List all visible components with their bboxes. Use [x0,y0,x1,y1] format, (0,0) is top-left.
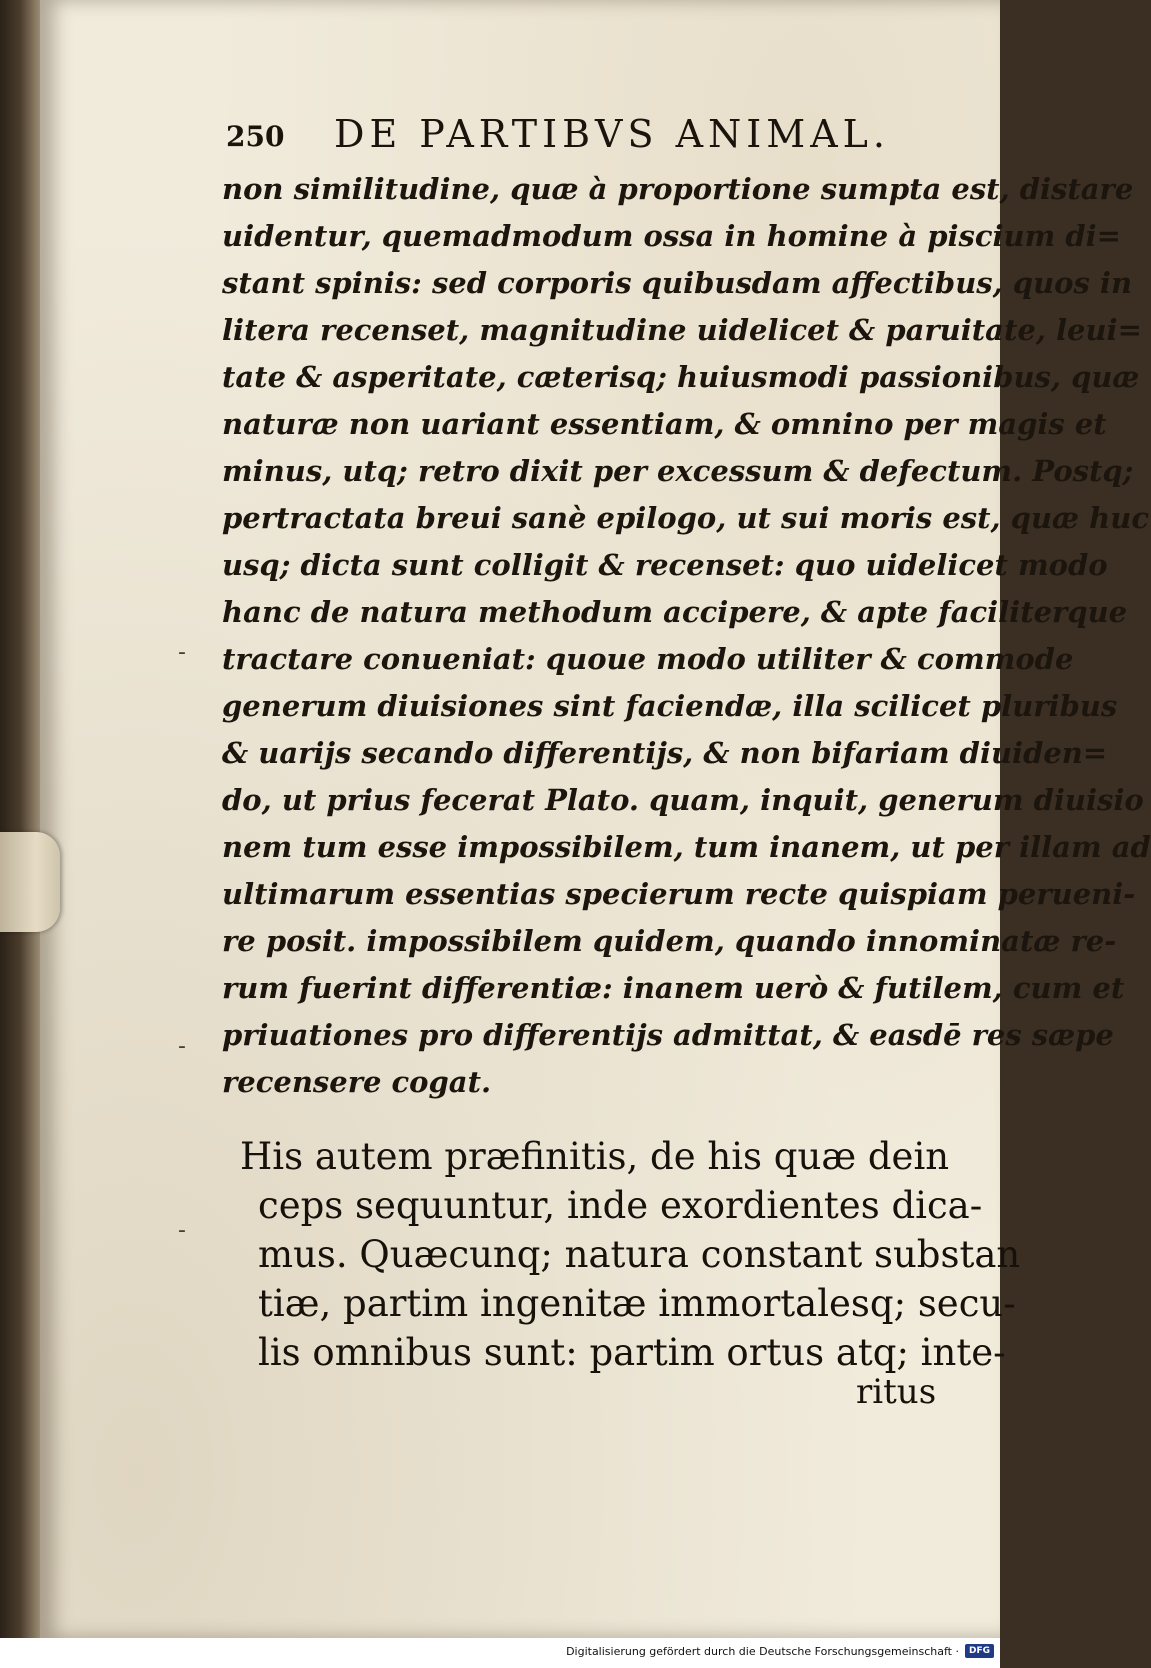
commentary-line: do, ut prius fecerat Plato. quam, inquit, generum diuisio [222,783,1144,817]
commentary-line: ultimarum essentias specierum recte quispiam perueni- [222,877,1136,911]
dfg-logo: DFG [965,1644,994,1658]
commentary-line: generum diuisiones sint faciendæ, illa scilicet pluribus [222,689,1118,723]
funding-notice-text: Digitalisierung gefördert durch die Deutsche Forschungsgemeinschaft · [566,1644,959,1658]
page-header [226,108,926,158]
commentary-line: uidentur, quemadmodum ossa in homine à piscium di= [222,219,1121,253]
funding-notice [566,1644,994,1658]
text-line: ceps sequuntur, inde exordientes dica- [258,1184,983,1227]
text-line: His autem præfinitis, de his quæ dein [240,1135,950,1178]
text-line: lis omnibus sunt: partim ortus atq; inte- [258,1331,1006,1374]
main-text-block [240,1132,1021,1377]
catchword: ritus [856,1372,937,1412]
commentary-line: recensere cogat. [222,1065,492,1099]
commentary-line: minus, utq; retro dixit per excessum & defectum. Postq; [222,454,1134,488]
margin-mark: - [178,640,186,665]
commentary-line: tate & asperitate, cæterisq; huiusmodi passionibus, quæ [222,360,1140,394]
commentary-block [222,166,1151,1106]
commentary-line: usq; dicta sunt colligit & recenset: quo uidelicet modo [222,548,1108,582]
page-number: 250 [226,120,285,153]
commentary-line: rum fuerint differentiæ: inanem uerò & futilem, cum et [222,971,1125,1005]
margin-mark: - [178,1034,186,1059]
commentary-line: litera recenset, magnitudine uidelicet & paruitate, leui= [222,313,1142,347]
commentary-line: pertractata breui sanè epilogo, ut sui moris est, quæ huc [222,501,1149,535]
commentary-line: tractare conueniat: quoue modo utiliter & commode [222,642,1074,676]
commentary-line: hanc de natura methodum accipere, & apte faciliterque [222,595,1128,629]
commentary-line: re posit. impossibilem quidem, quando innominatæ re- [222,924,1117,958]
commentary-line: non similitudine, quæ à proportione sumpta est, distare [222,172,1134,206]
text-line: mus. Quæcunq; natura constant substan [258,1233,1021,1276]
commentary-line: nem tum esse impossibilem, tum inanem, ut per illam ad [222,830,1151,864]
page-clip [0,832,60,932]
running-title: DE PARTIBVS ANIMAL. [334,112,890,156]
margin-mark: - [178,1218,186,1243]
commentary-line: naturæ non uariant essentiam, & omnino per magis et [222,407,1107,441]
text-line: tiæ, partim ingenitæ immortalesq; secu- [258,1282,1016,1325]
commentary-line: stant spinis: sed corporis quibusdam affectibus, quos in [222,266,1133,300]
commentary-line: priuationes pro differentijs admittat, & easdē res sæpe [222,1018,1114,1052]
commentary-line: & uarijs secando differentijs, & non bifariam diuiden= [222,736,1108,770]
